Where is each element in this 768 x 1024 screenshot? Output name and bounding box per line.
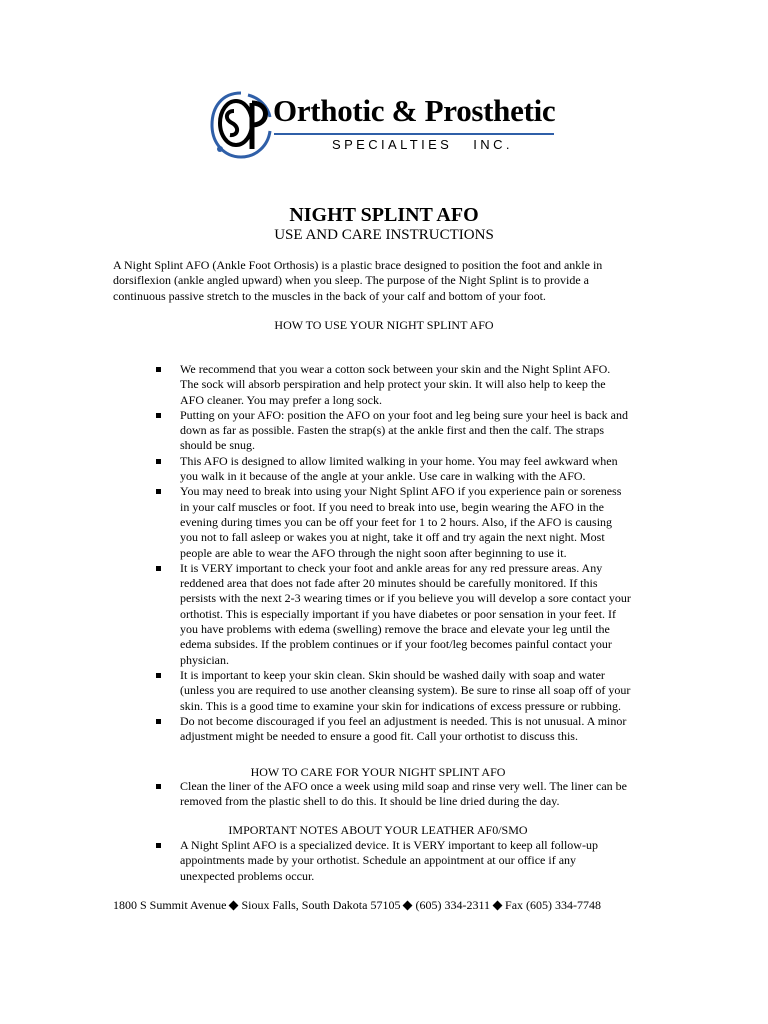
list-item-line: you walk in it because of the angle at your ankle. Use care in walking with the AFO. <box>180 469 586 484</box>
list-item <box>155 779 675 810</box>
list-item-line: unexpected problems occur. <box>180 868 315 883</box>
list-item-line: skin. This is a good time to examine your skin for indications of excess pressure or rubbing. <box>180 698 622 713</box>
logo-company-name: Orthotic & Prosthetic <box>273 93 556 128</box>
list-item <box>155 668 675 714</box>
important-notes-list <box>155 838 675 884</box>
intro-line: dorsiflexion (ankle angled upward) when you sleep. The purpose of the Night Splint is to provide a <box>113 273 590 288</box>
list-item <box>155 561 675 668</box>
list-item-line: AFO cleaner. You may prefer a long sock. <box>180 392 382 407</box>
bullet-icon <box>156 843 161 848</box>
how-to-use-list <box>155 362 675 744</box>
list-item-line: reddened area that does not fade after 20 minutes should be carefully monitored. If this <box>180 576 598 591</box>
section-heading-important-notes: IMPORTANT NOTES ABOUT YOUR LEATHER AF0/SMO <box>228 823 528 837</box>
list-item <box>155 838 675 884</box>
list-item-line: The sock will absorb perspiration and help protect your skin. It will also help to keep the <box>180 377 606 392</box>
footer-address: 1800 S Summit Avenue <box>113 898 227 912</box>
list-item-line: You may need to break into using your Night Splint AFO if you experience pain or soreness <box>180 484 622 499</box>
list-item <box>155 484 675 560</box>
how-to-care-list <box>155 779 675 810</box>
list-item-line: edema subsides. If the problem continues or if your foot/leg becomes painful contact your <box>180 637 612 652</box>
diamond-separator-icon <box>403 901 413 911</box>
document-subtitle: USE AND CARE INSTRUCTIONS <box>274 227 494 243</box>
intro-line: continuous passive stretch to the muscles in the back of your calf and bottom of your foot. <box>113 288 546 303</box>
diamond-separator-icon <box>493 901 503 911</box>
intro-paragraph <box>113 258 673 304</box>
intro-line: A Night Splint AFO (Ankle Foot Orthosis) is a plastic brace designed to position the foot and ankle in <box>113 258 603 272</box>
section-heading-how-to-care: HOW TO CARE FOR YOUR NIGHT SPLINT AFO <box>250 765 506 779</box>
bullet-icon <box>156 719 161 724</box>
bullet-icon <box>156 413 161 418</box>
footer-contact <box>113 898 601 913</box>
list-item-line: This AFO is designed to allow limited walking in your home. You may feel awkward when <box>180 453 618 468</box>
list-item-line: removed from the plastic shell to do this. It should be line dried during the day. <box>180 794 560 809</box>
list-item-line: should be snug. <box>180 438 255 453</box>
list-item-line: physician. <box>180 652 229 667</box>
list-item-line: you not to fall asleep or wakes you at night, take it off and try again the next night. Most <box>180 530 605 545</box>
list-item-line: It is VERY important to check your foot and ankle areas for any red pressure areas. Any <box>180 560 603 575</box>
bullet-icon <box>156 784 161 789</box>
list-item <box>155 362 675 408</box>
section-heading-how-to-use: HOW TO USE YOUR NIGHT SPLINT AFO <box>274 318 494 332</box>
company-logo <box>208 89 558 161</box>
list-item <box>155 454 675 485</box>
list-item-line: adjustment might be needed to ensure a good fit. Call your orthotist to discuss this. <box>180 729 578 744</box>
footer-fax: Fax (605) 334-7748 <box>505 898 602 912</box>
list-item <box>155 714 675 745</box>
bullet-icon <box>156 367 161 372</box>
diamond-separator-icon <box>229 901 239 911</box>
list-item-line: A Night Splint AFO is a specialized device. It is VERY important to keep all follow-up <box>180 838 598 852</box>
list-item-line: persists with the next 2-3 wearing times or if you believe you will develop a sore contact your <box>180 591 631 606</box>
list-item-line: orthotist. This is especially important if you have diabetes or poor sensation in your feet. If <box>180 606 617 621</box>
list-item <box>155 408 675 454</box>
footer-city: Sioux Falls, South Dakota 57105 <box>241 898 401 912</box>
osp-logo-mark-icon <box>208 89 274 161</box>
list-item-line: It is important to keep your skin clean. Skin should be washed daily with soap and water <box>180 667 605 682</box>
list-item-line: (unless you are required to use another cleansing system). Be sure to rinse all soap off of your <box>180 683 631 698</box>
list-item-line: Clean the liner of the AFO once a week using mild soap and rinse very well. The liner can be <box>180 779 627 793</box>
bullet-icon <box>156 489 161 494</box>
logo-company-subtitle: SPECIALTIES INC. <box>332 137 513 152</box>
logo-divider-line <box>274 133 554 135</box>
document-title: NIGHT SPLINT AFO <box>289 204 479 226</box>
list-item-line: Do not become discouraged if you feel an adjustment is needed. This is not unusual. A minor <box>180 713 627 728</box>
footer-phone: (605) 334-2311 <box>415 898 491 912</box>
bullet-icon <box>156 459 161 464</box>
list-item-line: you have problems with edema (swelling) remove the brace and elevate your leg until the <box>180 622 610 637</box>
list-item-line: down as far as possible. Fasten the strap(s) at the ankle first and then the calf. The straps <box>180 423 604 438</box>
list-item-line: We recommend that you wear a cotton sock between your skin and the Night Splint AFO. <box>180 362 611 376</box>
list-item-line: Putting on your AFO: position the AFO on your foot and leg being sure your heel is back and <box>180 407 628 422</box>
list-item-line: evening during times you can be off your feet for 1 to 2 hours. Also, if the AFO is causing <box>180 514 613 529</box>
bullet-icon <box>156 566 161 571</box>
list-item-line: appointments made by your orthotist. Schedule an appointment at our office if any <box>180 853 577 868</box>
list-item-line: people are able to wear the AFO through the night soon after beginning to use it. <box>180 545 567 560</box>
bullet-icon <box>156 673 161 678</box>
list-item-line: in your calf muscles or foot. If you need to break into use, begin wearing the AFO in the <box>180 499 604 514</box>
